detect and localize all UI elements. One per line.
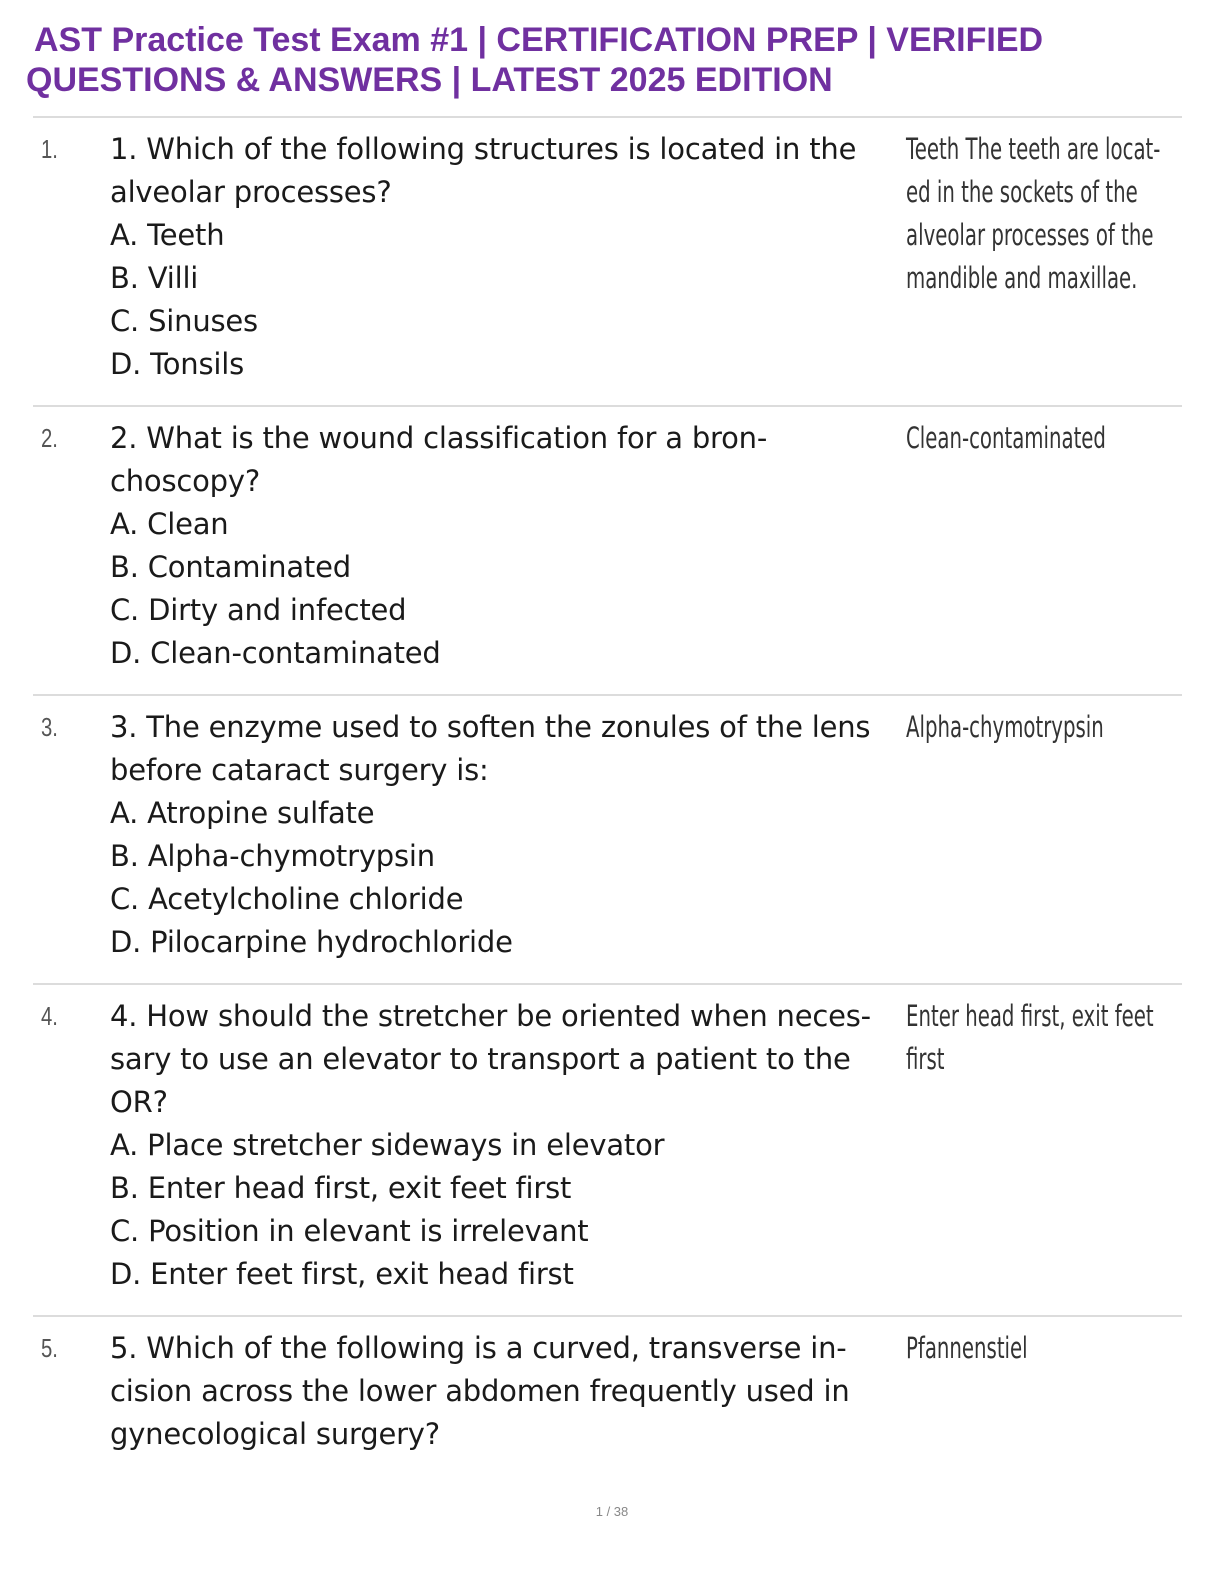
card-number: 1. xyxy=(41,134,58,164)
divider xyxy=(33,116,1182,118)
answer-text-line: first xyxy=(906,1042,945,1076)
divider xyxy=(33,1315,1182,1317)
question-block xyxy=(110,706,900,964)
answer-text-line: Teeth The teeth are locat- xyxy=(906,132,1161,166)
answer-text-line: Clean-contaminated xyxy=(906,421,1106,455)
question-block xyxy=(110,128,900,386)
question-text-line: cision across the lower abdomen frequently used in xyxy=(110,1374,850,1408)
answer-option: A. Teeth xyxy=(110,218,225,252)
answer-option: A. Place stretcher sideways in elevator xyxy=(110,1128,665,1162)
question-text-line: 1. Which of the following structures is located in the xyxy=(110,132,857,166)
answer-option: D. Enter feet first, exit head first xyxy=(110,1257,574,1291)
answer-block xyxy=(906,995,1158,1081)
answer-option: C. Sinuses xyxy=(110,304,258,338)
answer-option: D. Tonsils xyxy=(110,347,245,381)
card-number: 3. xyxy=(41,712,58,742)
question-text-line: sary to use an elevator to transport a patient to the xyxy=(110,1042,851,1076)
card-number: 5. xyxy=(41,1333,58,1363)
page-indicator: 1 / 38 xyxy=(595,1504,629,1519)
question-text-line: 4. How should the stretcher be oriented when neces- xyxy=(110,999,871,1033)
answer-block xyxy=(906,128,1161,300)
answer-option: B. Contaminated xyxy=(110,550,351,584)
question-text-line: 3. The enzyme used to soften the zonules of the lens xyxy=(110,710,871,744)
question-block xyxy=(110,995,900,1296)
document-title-line-2: QUESTIONS & ANSWERS | LATEST 2025 EDITION xyxy=(26,61,833,99)
question-text-line: alveolar processes? xyxy=(110,175,392,209)
answer-option: B. Villi xyxy=(110,261,199,295)
question-text-line: 5. Which of the following is a curved, transverse in- xyxy=(110,1331,847,1365)
answer-text-line: ed in the sockets of the xyxy=(906,175,1138,209)
document-title xyxy=(26,20,1196,100)
answer-block xyxy=(906,1327,1158,1370)
answer-block xyxy=(906,706,1158,749)
divider xyxy=(33,694,1182,696)
question-text-line: OR? xyxy=(110,1085,168,1119)
answer-text-line: Alpha-chymotrypsin xyxy=(906,710,1104,744)
divider xyxy=(33,983,1182,985)
document-title-line-1: AST Practice Test Exam #1 | CERTIFICATION PREP | VERIFIED xyxy=(34,21,1044,59)
answer-option: D. Clean-contaminated xyxy=(110,636,441,670)
question-block xyxy=(110,1327,900,1456)
answer-text-line: alveolar processes of the xyxy=(906,218,1154,252)
question-text-line: gynecological surgery? xyxy=(110,1417,440,1451)
answer-option: B. Alpha-chymotrypsin xyxy=(110,839,435,873)
card-number: 4. xyxy=(41,1001,58,1031)
card-number: 2. xyxy=(41,423,58,453)
answer-option: D. Pilocarpine hydrochloride xyxy=(110,925,513,959)
answer-text-line: Enter head first, exit feet xyxy=(906,999,1154,1033)
answer-block xyxy=(906,417,1158,460)
answer-option: C. Dirty and infected xyxy=(110,593,407,627)
answer-option: B. Enter head first, exit feet first xyxy=(110,1171,572,1205)
divider xyxy=(33,405,1182,407)
question-text-line: choscopy? xyxy=(110,464,261,498)
question-text-line: before cataract surgery is: xyxy=(110,753,489,787)
answer-text-line: mandible and maxillae. xyxy=(906,261,1138,295)
question-text-line: 2. What is the wound classification for a bron- xyxy=(110,421,768,455)
answer-option: A. Atropine sulfate xyxy=(110,796,375,830)
answer-option: A. Clean xyxy=(110,507,229,541)
answer-option: C. Acetylcholine chloride xyxy=(110,882,464,916)
answer-option: C. Position in elevant is irrelevant xyxy=(110,1214,589,1248)
question-block xyxy=(110,417,900,675)
answer-text-line: Pfannenstiel xyxy=(906,1331,1028,1365)
